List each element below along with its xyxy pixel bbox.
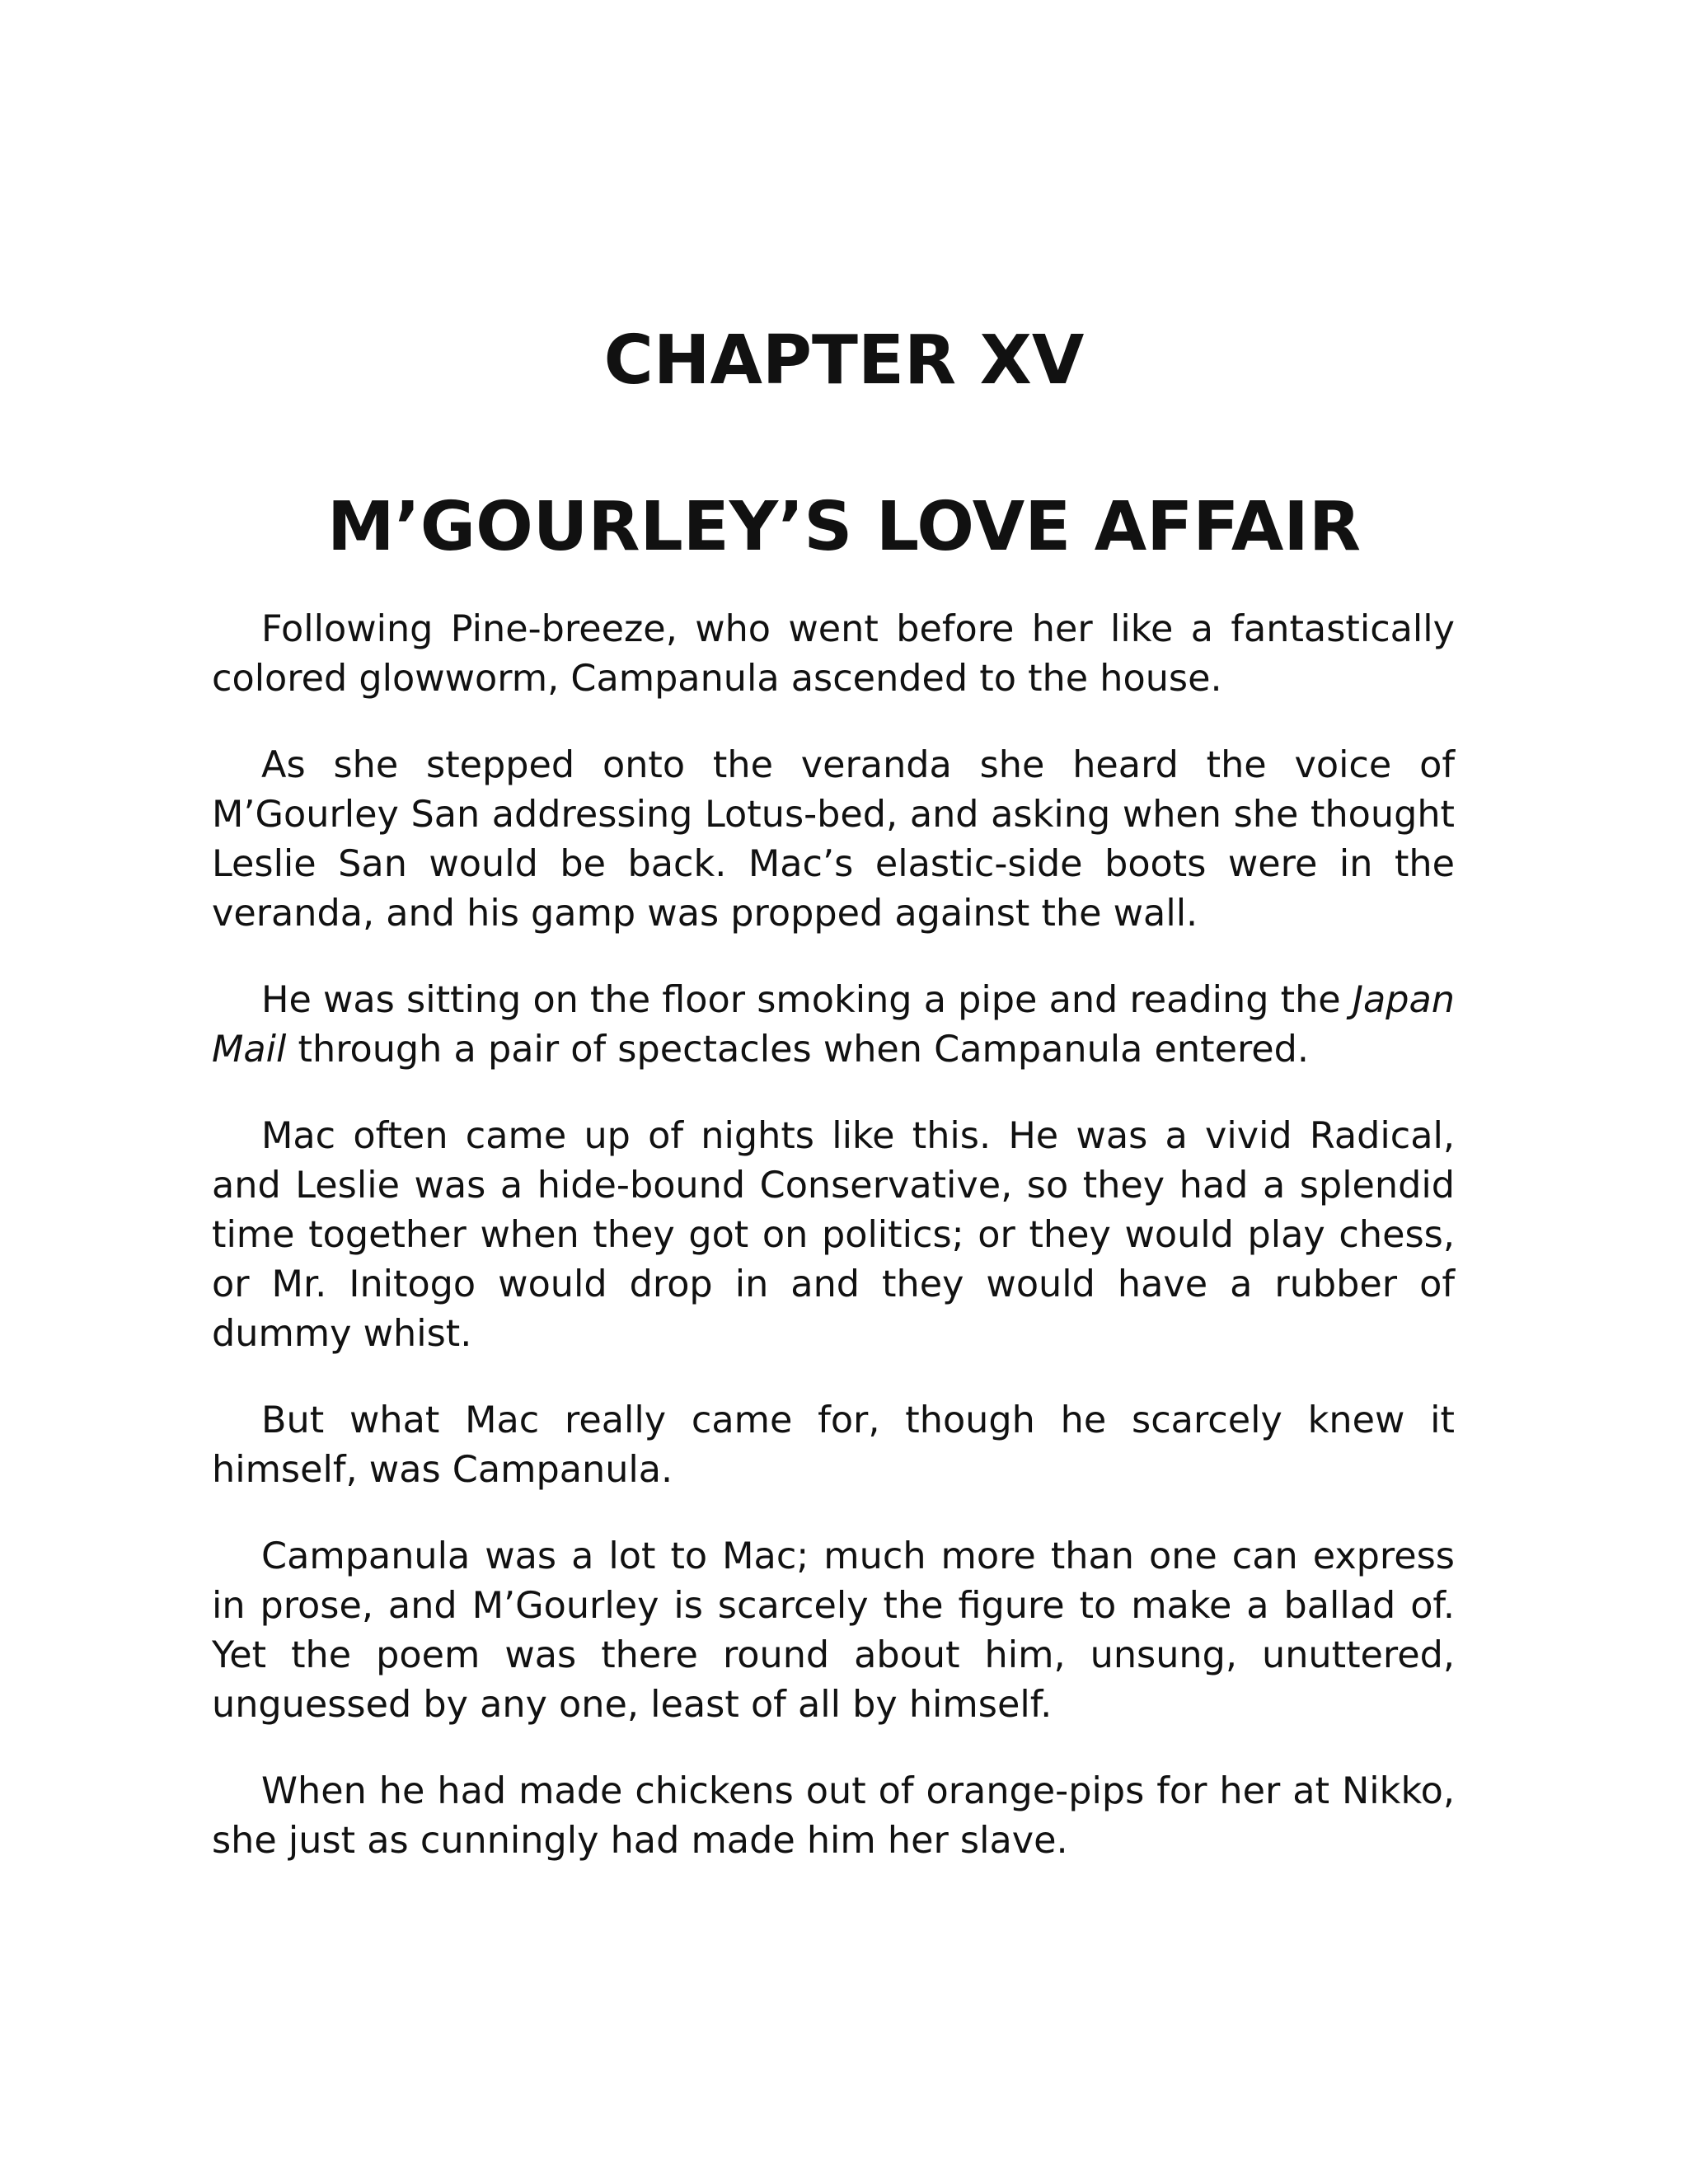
paragraph-text: He was sitting on the floor smoking a pipe and reading the: [261, 979, 1353, 1021]
chapter-body: [212, 605, 1455, 1903]
chapter-number: CHAPTER XV: [603, 321, 1085, 400]
paragraph-text: through a pair of spectacles when Campanula entered.: [286, 1029, 1310, 1071]
paragraph: Campanula was a lot to Mac; much more than one can express in prose, and M’Gourley is scarcely the figure to make a ballad of. Yet the poem was there round about him, unsung, unuttered, unguessed by any one, least of all by himself.: [212, 1535, 1455, 1726]
paragraph: When he had made chickens out of orange-pips for her at Nikko, she just as cunningly had made him her slave.: [212, 1770, 1455, 1862]
paragraph: [212, 976, 1455, 1075]
paragraph: But what Mac really came for, though he scarcely knew it himself, was Campanula.: [212, 1399, 1455, 1491]
newspaper-title: Japan Mail: [212, 979, 1455, 1071]
paragraph: Mac often came up of nights like this. He was a vivid Radical, and Leslie was a hide-bound Conservative, so they had a splendid time together when they got on politics; or they would play chess, or Mr. Initogo would drop in and they would have a rubber of dummy whist.: [212, 1115, 1455, 1355]
chapter-title: M’GOURLEY’S LOVE AFFAIR: [327, 488, 1361, 566]
paragraph: Following Pine-breeze, who went before her like a fantastically colored glowworm, Campanula ascended to the house.: [212, 608, 1455, 700]
paragraph: As she stepped onto the veranda she heard the voice of M’Gourley San addressing Lotus-bed, and asking when she thought Leslie San would be back. Mac’s elastic-side boots were in the veranda, and his gamp was propped against the wall.: [212, 744, 1455, 935]
